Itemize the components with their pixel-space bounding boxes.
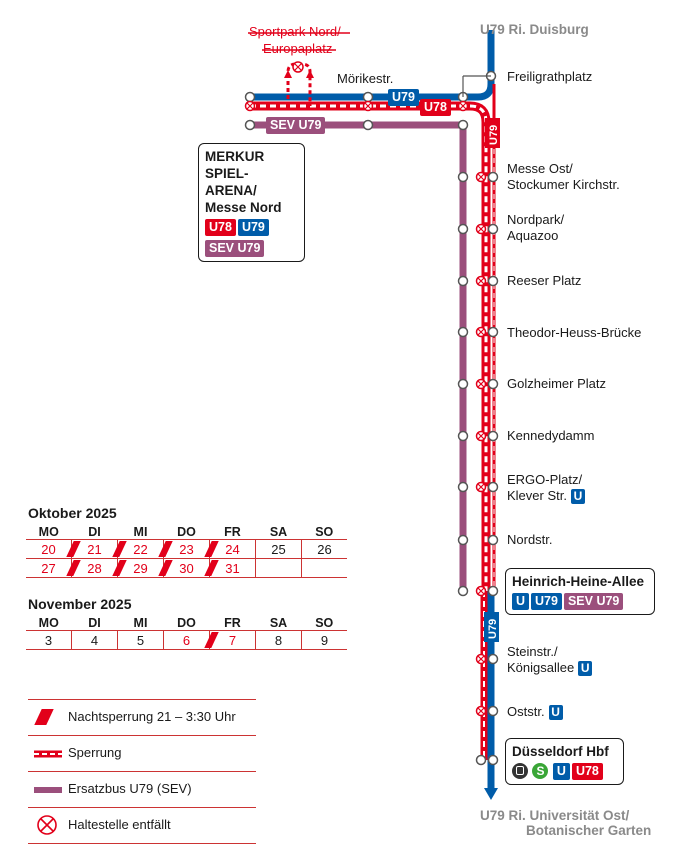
merkur-spiel-arena-box: MERKUR SPIEL-ARENA/ Messe Nord U78 U79 SEV U79 bbox=[198, 143, 305, 262]
u-icon: U bbox=[571, 489, 585, 504]
u79-vertical-label-top: U79 bbox=[488, 124, 500, 145]
legend-stop-cancelled: Haltestelle entfällt bbox=[28, 807, 256, 844]
stop-messe-ost: Messe Ost/ Stockumer Kirchstr. bbox=[507, 161, 620, 192]
direction-south-line2: Botanischer Garten bbox=[526, 823, 652, 838]
direction-north: U79 Ri. Duisburg bbox=[480, 22, 589, 37]
train-icon bbox=[512, 763, 528, 779]
calendar-october: MO DI MI DO FR SA SO 20 21 22 23 24 25 26 27 28 29 30 31 bbox=[26, 524, 347, 578]
stop-reeser-platz: Reeser Platz bbox=[507, 273, 582, 288]
stop-steinstr: Steinstr./ Königsallee U bbox=[507, 644, 592, 676]
calendar-day: 9 bbox=[302, 631, 348, 650]
arrow-south bbox=[484, 788, 498, 800]
closed-stop-line1: Sportpark Nord/ bbox=[249, 24, 341, 39]
night-closure-icon bbox=[34, 709, 53, 725]
calendar-day: 24 bbox=[210, 540, 256, 559]
direction-south-line1: U79 Ri. Universität Ost/ bbox=[480, 808, 630, 823]
calendar-day: 30 bbox=[164, 559, 210, 578]
calendar-day: 27 bbox=[26, 559, 72, 578]
u79-vertical-label-bottom: U79 bbox=[487, 618, 499, 639]
u-icon: U bbox=[553, 763, 570, 780]
calendar-day: 6 bbox=[164, 631, 210, 650]
calendar-day: 31 bbox=[210, 559, 256, 578]
u-icon: U bbox=[512, 593, 529, 610]
stop-nordpark: Nordpark/ Aquazoo bbox=[507, 212, 565, 243]
stop-theodor-heuss: Theodor-Heuss-Brücke bbox=[507, 325, 642, 340]
calendar-day: 7 bbox=[210, 631, 256, 650]
u-icon: U bbox=[578, 661, 592, 676]
calendar-day: 20 bbox=[26, 540, 72, 559]
calendar-november: MO DI MI DO FR SA SO 3 4 5 6 7 8 9 bbox=[26, 615, 347, 650]
calendar-day: 3 bbox=[26, 631, 72, 650]
calendar-day: 23 bbox=[164, 540, 210, 559]
u78-horizontal-label: U78 bbox=[420, 99, 451, 116]
u79-horizontal-label: U79 bbox=[388, 89, 419, 106]
calendar-day: 21 bbox=[72, 540, 118, 559]
calendar-november-title: November 2025 bbox=[28, 596, 132, 612]
stop-nordstr: Nordstr. bbox=[507, 532, 553, 547]
calendar-day bbox=[302, 559, 348, 578]
calendar-day: 26 bbox=[302, 540, 348, 559]
stop-kennedydamm: Kennedydamm bbox=[507, 428, 595, 443]
u-icon: U bbox=[549, 705, 563, 720]
stop-oststr: Oststr. U bbox=[507, 704, 563, 720]
legend-closure: Sperrung bbox=[28, 735, 256, 771]
calendar-day: 28 bbox=[72, 559, 118, 578]
calendar-day: 8 bbox=[256, 631, 302, 650]
stop-ergo-platz: ERGO-Platz/ Klever Str. U bbox=[507, 472, 585, 504]
closed-stop-line2: Europaplatz bbox=[263, 41, 333, 56]
duesseldorf-hbf-box: Düsseldorf Hbf S U U78 bbox=[505, 738, 624, 785]
calendar-day: 22 bbox=[118, 540, 164, 559]
s-bahn-icon: S bbox=[532, 763, 548, 779]
stop-freiligrathplatz: Freiligrathplatz bbox=[507, 69, 593, 84]
stop-cancelled-icon bbox=[36, 814, 58, 836]
legend-replacement-bus: Ersatzbus U79 (SEV) bbox=[28, 771, 256, 807]
calendar-day bbox=[256, 559, 302, 578]
calendar-day: 29 bbox=[118, 559, 164, 578]
heinrich-heine-allee-box: Heinrich-Heine-Allee U U79 SEV U79 bbox=[505, 568, 655, 615]
sev-horizontal-label: SEV U79 bbox=[266, 117, 325, 134]
stop-moerikestr: Mörikestr. bbox=[337, 71, 394, 86]
stop-golzheimer: Golzheimer Platz bbox=[507, 376, 606, 391]
calendar-october-title: Oktober 2025 bbox=[28, 505, 117, 521]
calendar-day: 5 bbox=[118, 631, 164, 650]
calendar-day: 25 bbox=[256, 540, 302, 559]
calendar-day: 4 bbox=[72, 631, 118, 650]
legend-night-closure: Nachtsperrung 21 – 3:30 Uhr bbox=[28, 699, 256, 735]
